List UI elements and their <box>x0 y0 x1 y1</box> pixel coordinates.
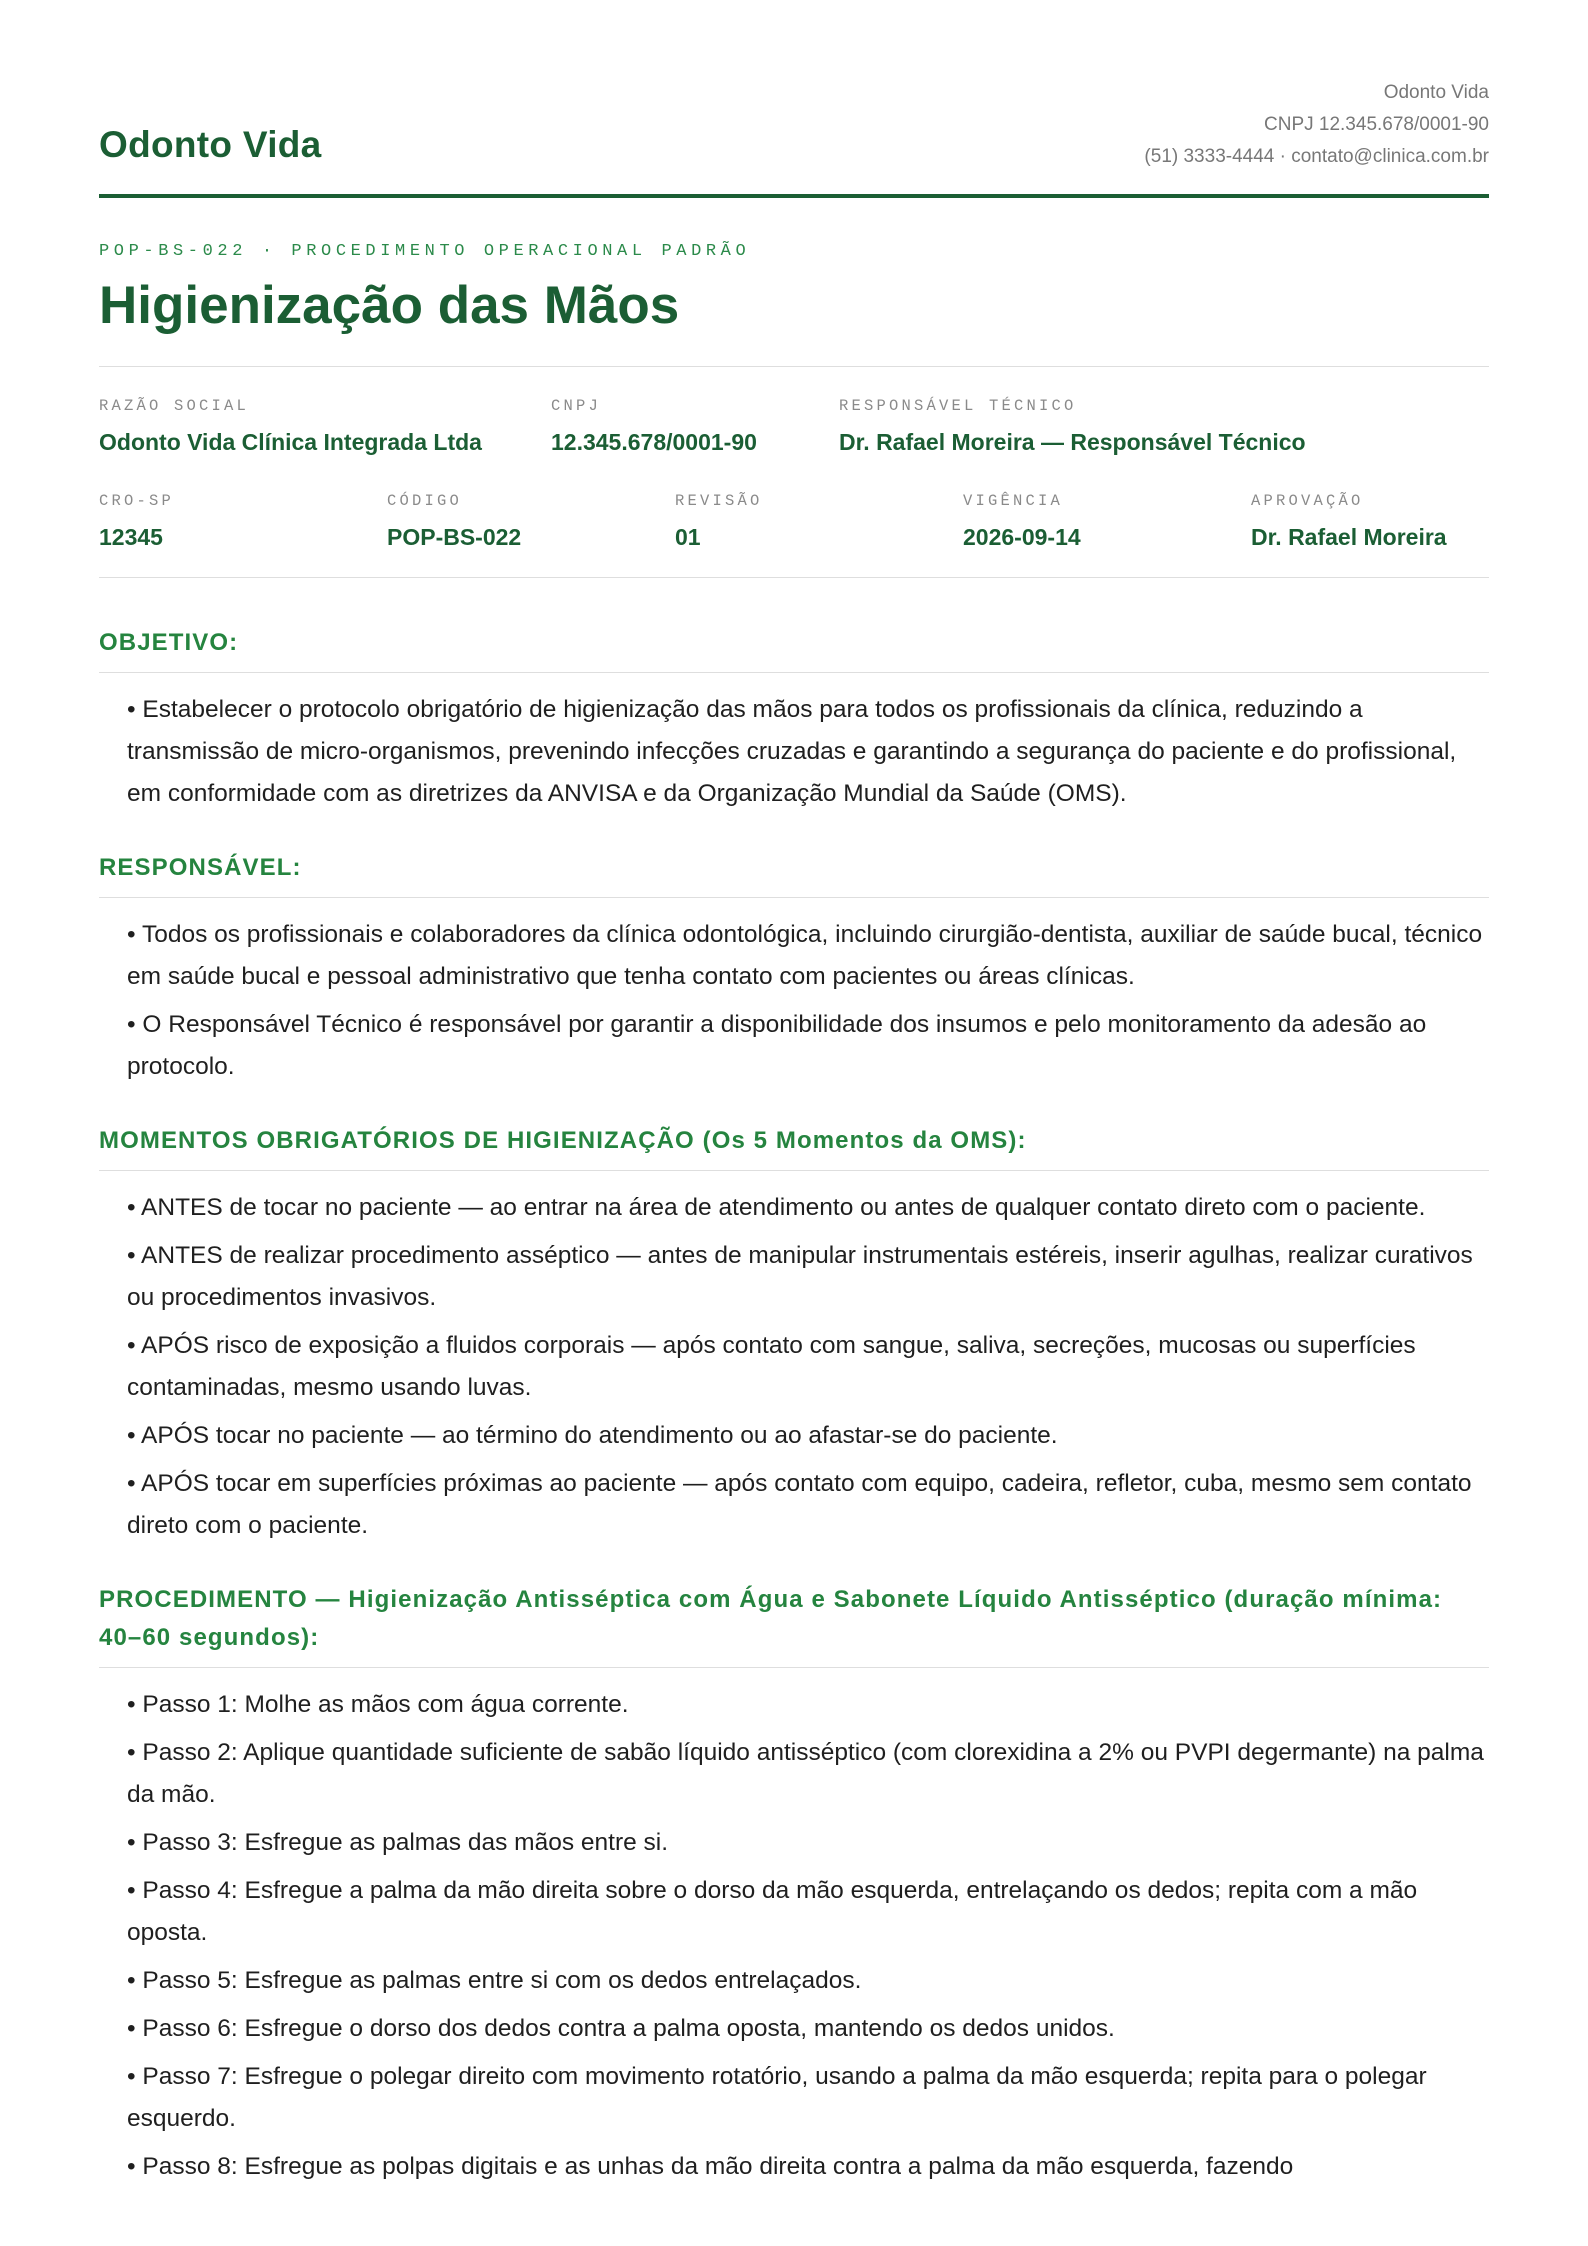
contact-cnpj: CNPJ 12.345.678/0001-90 <box>1264 114 1489 135</box>
document-title: Higienização das Mãos <box>99 276 680 335</box>
meta-value: POP-BS-022 <box>387 524 522 550</box>
section-objetivo <box>99 624 1489 815</box>
meta-cro <box>99 492 387 551</box>
section-procedimento <box>99 1581 1489 2188</box>
bullet-item: • APÓS tocar no paciente — ao término do atendimento ou ao afastar-se do paciente. <box>127 1422 1058 1449</box>
bullet-item: • Estabelecer o protocolo obrigatório de higienização das mãos para todos os profissionais da clínica, reduzindo a transmissão de micro-organismos, prevenindo infecções cruzadas e garantindo a segurança do paciente e do profissional, em conformidade com as diretrizes da ANVISA e da Organização Mundial da Saúde (OMS). <box>127 696 1457 807</box>
section-heading: MOMENTOS OBRIGATÓRIOS DE HIGIENIZAÇÃO (Os 5 Momentos da OMS): <box>99 1122 1489 1171</box>
bullet-item: • Passo 8: Esfregue as polpas digitais e as unhas da mão direita contra a palma da mão esquerda, fazendo <box>127 2153 1294 2180</box>
contact-phone-email: (51) 3333-4444 · contato@clinica.com.br <box>1144 146 1489 167</box>
bullet-item: • Passo 7: Esfregue o polegar direito com movimento rotatório, usando a palma da mão esquerda; repita para o polegar esquerdo. <box>127 2063 1427 2132</box>
meta-vigencia <box>963 492 1251 551</box>
document-code: POP-BS-022 · PROCEDIMENTO OPERACIONAL PADRÃO <box>99 242 751 261</box>
meta-label: APROVAÇÃO <box>1251 492 1364 510</box>
bullet-item: • ANTES de realizar procedimento asséptico — antes de manipular instrumentais estéreis, inserir agulhas, realizar curativos ou procedimentos invasivos. <box>127 1242 1473 1311</box>
meta-value: Dr. Rafael Moreira <box>1251 524 1447 550</box>
bullet-item: • Passo 2: Aplique quantidade suficiente de sabão líquido antisséptico (com clorexidina a 2% ou PVPI degermante) na palma da mão. <box>127 1739 1484 1808</box>
section-momentos <box>99 1122 1489 1547</box>
document-body <box>99 0 1489 2194</box>
meta-razao-social <box>99 397 551 456</box>
meta-value: Odonto Vida Clínica Integrada Ltda <box>99 429 482 455</box>
bullet-item: • APÓS risco de exposição a fluidos corporais — após contato com sangue, saliva, secreções, mucosas ou superfícies contaminadas, mesmo usando luvas. <box>127 1332 1416 1401</box>
contact-name: Odonto Vida <box>1383 82 1489 103</box>
section-responsavel <box>99 849 1489 1088</box>
bullet-item: • APÓS tocar em superfícies próximas ao paciente — após contato com equipo, cadeira, refletor, cuba, mesmo sem contato direto com o paciente. <box>127 1470 1472 1539</box>
meta-responsavel-tecnico <box>839 397 1489 456</box>
bullet-item: • Passo 6: Esfregue o dorso dos dedos contra a palma oposta, mantendo os dedos unidos. <box>127 2015 1115 2042</box>
meta-label: RAZÃO SOCIAL <box>99 397 250 415</box>
section-body <box>99 673 1489 815</box>
bullet-item: • Todos os profissionais e colaboradores da clínica odontológica, incluindo cirurgião-dentista, auxiliar de saúde bucal, técnico em saúde bucal e pessoal administrativo que tenha contato com pacientes ou áreas clínicas. <box>127 921 1483 990</box>
meta-label: CÓDIGO <box>387 492 463 510</box>
bullet-item: • ANTES de tocar no paciente — ao entrar na área de atendimento ou antes de qualquer contato direto com o paciente. <box>127 1194 1426 1221</box>
meta-label: REVISÃO <box>675 492 763 510</box>
meta-value: 01 <box>675 524 701 550</box>
meta-codigo <box>387 492 675 551</box>
section-heading: OBJETIVO: <box>99 624 1489 673</box>
meta-label: CRO-SP <box>99 492 175 510</box>
section-heading: PROCEDIMENTO — Higienização Antisséptica com Água e Sabonete Líquido Antisséptico (duração mínima: 40–60 segundos): <box>99 1581 1489 1668</box>
section-heading: RESPONSÁVEL: <box>99 849 1489 898</box>
meta-value: 12345 <box>99 524 163 550</box>
document-sections <box>99 624 1489 2188</box>
meta-value: 2026-09-14 <box>963 524 1081 550</box>
section-body <box>99 1171 1489 1547</box>
metadata-row <box>99 492 1489 551</box>
section-body <box>99 898 1489 1088</box>
meta-value: 12.345.678/0001-90 <box>551 429 757 455</box>
meta-label: VIGÊNCIA <box>963 492 1064 510</box>
meta-label: CNPJ <box>551 397 602 415</box>
meta-aprovacao <box>1251 492 1489 551</box>
metadata-row <box>99 397 1489 456</box>
bullet-item: • Passo 4: Esfregue a palma da mão direita sobre o dorso da mão esquerda, entrelaçando os dedos; repita com a mão oposta. <box>127 1877 1418 1946</box>
meta-value: Dr. Rafael Moreira — Responsável Técnico <box>839 429 1306 455</box>
meta-revisao <box>675 492 963 551</box>
bullet-item: • O Responsável Técnico é responsável por garantir a disponibilidade dos insumos e pelo monitoramento da adesão ao protocolo. <box>127 1011 1427 1080</box>
letterhead <box>99 0 1489 198</box>
brand-name: Odonto Vida <box>99 124 322 165</box>
bullet-item: • Passo 1: Molhe as mãos com água corrente. <box>127 1691 629 1718</box>
meta-label: RESPONSÁVEL TÉCNICO <box>839 397 1077 415</box>
section-body <box>99 1668 1489 2188</box>
bullet-item: • Passo 5: Esfregue as palmas entre si com os dedos entrelaçados. <box>127 1967 862 1994</box>
document-metadata <box>99 366 1489 578</box>
meta-cnpj <box>551 397 839 456</box>
bullet-item: • Passo 3: Esfregue as palmas das mãos entre si. <box>127 1829 669 1856</box>
contact-block <box>1144 77 1489 173</box>
